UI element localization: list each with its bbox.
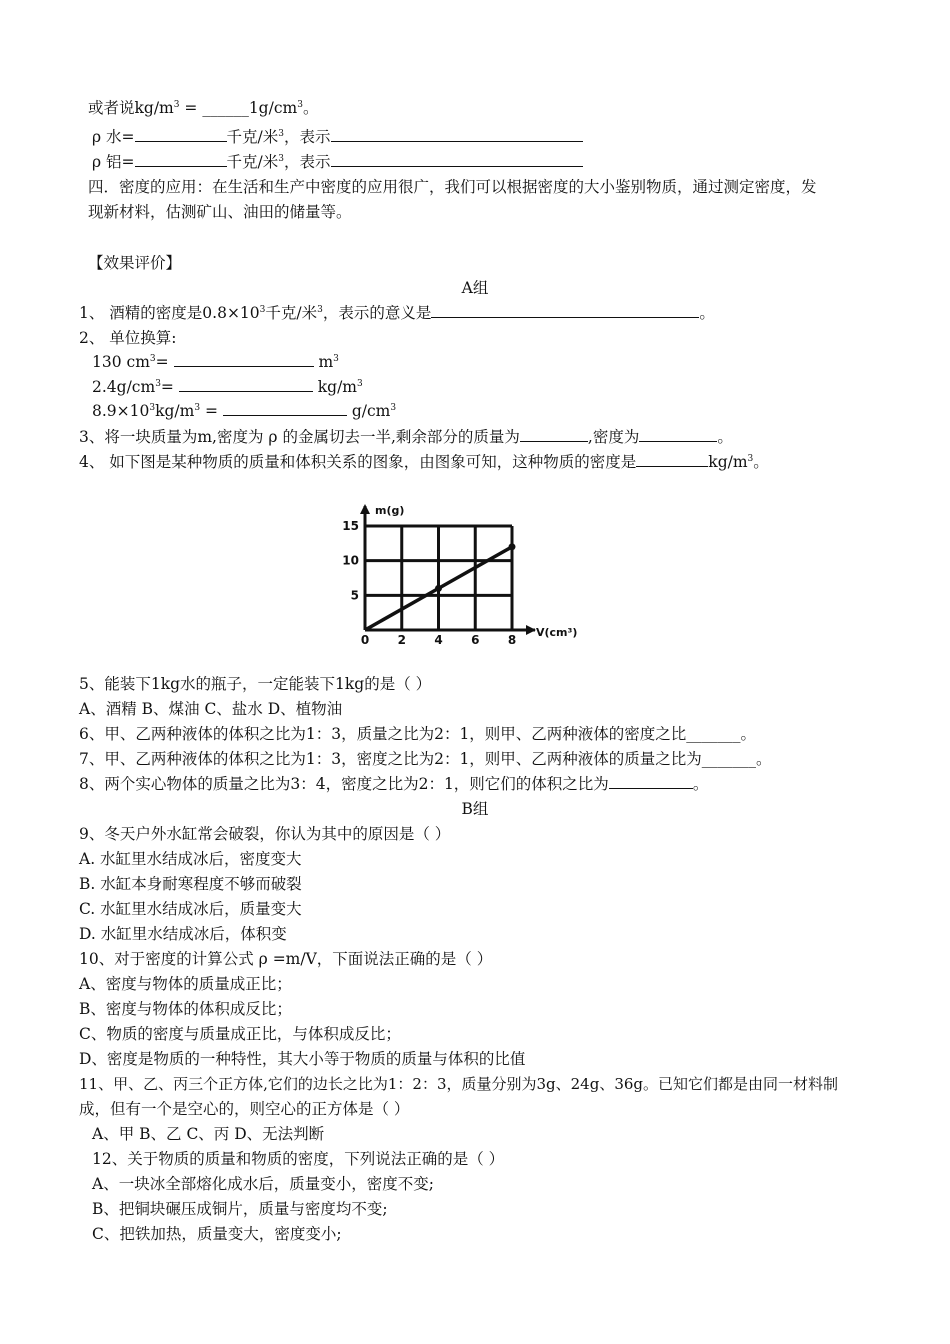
text: 2.4g/cm <box>92 378 156 396</box>
y-axis-label: m(g) <box>375 504 405 517</box>
question-9-option-c: C. 水缸里水结成冰后，质量变大 <box>79 900 302 918</box>
text: = <box>160 378 179 396</box>
question-5-options: A、酒精 B、煤油 C、盐水 D、植物油 <box>79 700 343 718</box>
mass-volume-chart <box>330 498 592 650</box>
question-4: 4、 如下图是某种物质的质量和体积关系的图象，由图象可知，这种物质的密度是 $kg/m^3$。 <box>79 453 769 471</box>
question-5: 5、能装下1kg水的瓶子，一定能装下1kg的是（ ） <box>79 675 432 693</box>
sup: 3 <box>149 402 156 413</box>
sup: 3 <box>155 378 161 389</box>
text: = <box>200 402 223 420</box>
conversion-a <box>92 352 339 372</box>
x-tick-label: 8 <box>507 633 517 647</box>
group-a-heading: A组 <box>461 279 489 297</box>
question-10-option-c: C、物质的密度与质量成正比，与体积成反比； <box>79 1025 401 1043</box>
question-9-option-d: D. 水缸里水结成冰后，体积变 <box>79 925 287 943</box>
conversion-b <box>92 377 363 397</box>
text: m <box>313 353 334 371</box>
question-9: 9、冬天户外水缸常会破裂，你认为其中的原因是（ ） <box>79 825 451 843</box>
x-tick-label: 2 <box>397 633 406 647</box>
answer-blank[interactable] <box>639 427 717 442</box>
chart-axes <box>360 504 536 635</box>
answer-blank[interactable] <box>331 152 583 167</box>
text: 3、将一块质量为m,密度为 ρ 的金属切去一半,剩余部分的质量为 <box>79 428 520 446</box>
text: 。 <box>692 775 709 793</box>
x-tick-label: 0 <box>360 633 370 647</box>
question-8 <box>79 774 708 794</box>
text: ,密度为 <box>587 428 640 446</box>
x-tick-label: 6 <box>471 633 480 647</box>
x-axis-arrow <box>526 625 536 635</box>
text: 8、两个实心物体的质量之比为3：4，密度之比为2：1，则它们的体积之比为 <box>79 775 609 793</box>
aluminum-density-line <box>92 152 583 172</box>
text: 130 cm <box>92 353 150 371</box>
text: 。 <box>699 304 715 322</box>
y-tick-label: 10 <box>342 553 359 568</box>
text: 千克/米 <box>226 153 279 171</box>
text: kg/m <box>312 378 358 396</box>
sup: 3 <box>317 304 323 315</box>
sup: 3 <box>333 353 339 364</box>
chart-grid <box>365 526 512 630</box>
sup: 3 <box>149 353 156 364</box>
sup: 3 <box>194 402 201 413</box>
text: 4、 如下图是某种物质的质量和体积关系的图象，由图象可知，这种物质的密度是 <box>79 453 637 471</box>
question-9-option-b: B. 水缸本身耐寒程度不够而破裂 <box>79 875 302 893</box>
answer-blank[interactable] <box>331 127 583 142</box>
text: g/cm <box>346 402 391 420</box>
text: kg/m <box>708 453 748 471</box>
text: 。 <box>302 99 319 117</box>
text: ρ 水= <box>92 128 135 146</box>
question-11-line1: 11、甲、乙、丙三个正方体,它们的边长之比为1：2：3，质量分别为3g、24g、36g。已知它们都是由同一材料制 <box>79 1075 839 1093</box>
section4-line1: 四．密度的应用：在生活和生产中密度的应用很广，我们可以根据密度的大小鉴别物质，通过测定密度，发 <box>88 178 817 196</box>
text: ，表示的意义是 <box>322 304 432 322</box>
text: 1、 酒精的密度是0.8×10 <box>79 304 260 322</box>
chart-series <box>365 543 516 630</box>
text: 。 <box>717 428 733 446</box>
question-12-option-a: A、一块冰全部熔化成水后，质量变小，密度不变; <box>92 1175 434 1193</box>
x-axis-label: V(cm³) <box>536 626 578 639</box>
question-7: 7、甲、乙两种液体的体积之比为1：3，密度之比为2：1，则甲、乙两种液体的质量之比为_______。 <box>79 750 772 768</box>
y-tick-label: 5 <box>350 588 359 603</box>
conversion-c <box>92 401 396 421</box>
group-b-heading: B组 <box>461 800 489 818</box>
question-10-option-b: B、密度与物体的体积成反比； <box>79 1000 292 1018</box>
question-9-option-a: A. 水缸里水结成冰后，密度变大 <box>79 850 302 868</box>
text: = <box>155 353 174 371</box>
sup: 3 <box>278 153 284 164</box>
sup: 3 <box>278 128 284 139</box>
answer-blank[interactable] <box>223 401 347 416</box>
text: 或者说kg/m <box>88 99 174 117</box>
evaluation-heading: 【效果评价】 <box>88 254 182 272</box>
answer-blank[interactable] <box>174 352 314 367</box>
question-10-option-d: D、密度是物质的一种特性，其大小等于物质的质量与体积的比值 <box>79 1050 526 1068</box>
sup: 3 <box>173 99 180 110</box>
sup: 3 <box>297 99 303 110</box>
question-12-option-c: C、把铁加热，质量变大，密度变小; <box>92 1225 342 1243</box>
question-6: 6、甲、乙两种液体的体积之比为1：3，质量之比为2：1，则甲、乙两种液体的密度之比_______。 <box>79 725 757 743</box>
x-tick-label: 4 <box>434 633 443 647</box>
text: 8.9×10 <box>92 402 150 420</box>
question-12: 12、关于物质的质量和物质的密度，下列说法正确的是（ ） <box>92 1150 505 1168</box>
sup: 3 <box>357 378 363 389</box>
water-density-line <box>92 127 583 147</box>
sup: 3 <box>747 453 754 464</box>
question-12-option-b: B、把铜块碾压成铜片，质量与密度均不变; <box>92 1200 388 1218</box>
question-11-options: A、甲 B、乙 C、丙 D、无法判断 <box>92 1125 325 1143</box>
answer-blank[interactable] <box>609 774 693 789</box>
text: 千克/米 <box>226 128 279 146</box>
text: ρ 铝= <box>92 153 135 171</box>
question-10-option-a: A、密度与物体的质量成正比； <box>79 975 292 993</box>
text: = ______1g/cm <box>179 99 298 117</box>
answer-blank[interactable] <box>431 303 699 318</box>
answer-blank[interactable] <box>135 127 227 142</box>
data-point <box>509 543 516 550</box>
question-2: 2、 单位换算: <box>79 329 177 347</box>
text: kg/m <box>155 402 195 420</box>
text: ，表示 <box>284 128 331 146</box>
question-11-line2: 成，但有一个是空心的，则空心的正方体是（ ） <box>79 1100 410 1118</box>
question-1 <box>79 303 715 323</box>
sup: 3 <box>259 304 266 315</box>
sup: 3 <box>390 402 397 413</box>
answer-blank[interactable] <box>179 377 313 392</box>
unit-relation-line <box>88 98 318 118</box>
y-axis-arrow <box>360 504 370 514</box>
data-point <box>435 585 442 592</box>
question-3 <box>79 427 733 447</box>
answer-blank[interactable] <box>636 452 708 467</box>
section4-line2: 现新材料，估测矿山、油田的储量等。 <box>88 203 352 221</box>
text: 千克/米 <box>265 304 318 322</box>
y-tick-label: 15 <box>342 519 359 533</box>
answer-blank[interactable] <box>135 152 227 167</box>
text: ，表示 <box>284 153 331 171</box>
question-10: 10、对于密度的计算公式 ρ =m/V，下面说法正确的是（ ） <box>79 950 493 968</box>
answer-blank[interactable] <box>520 427 588 442</box>
